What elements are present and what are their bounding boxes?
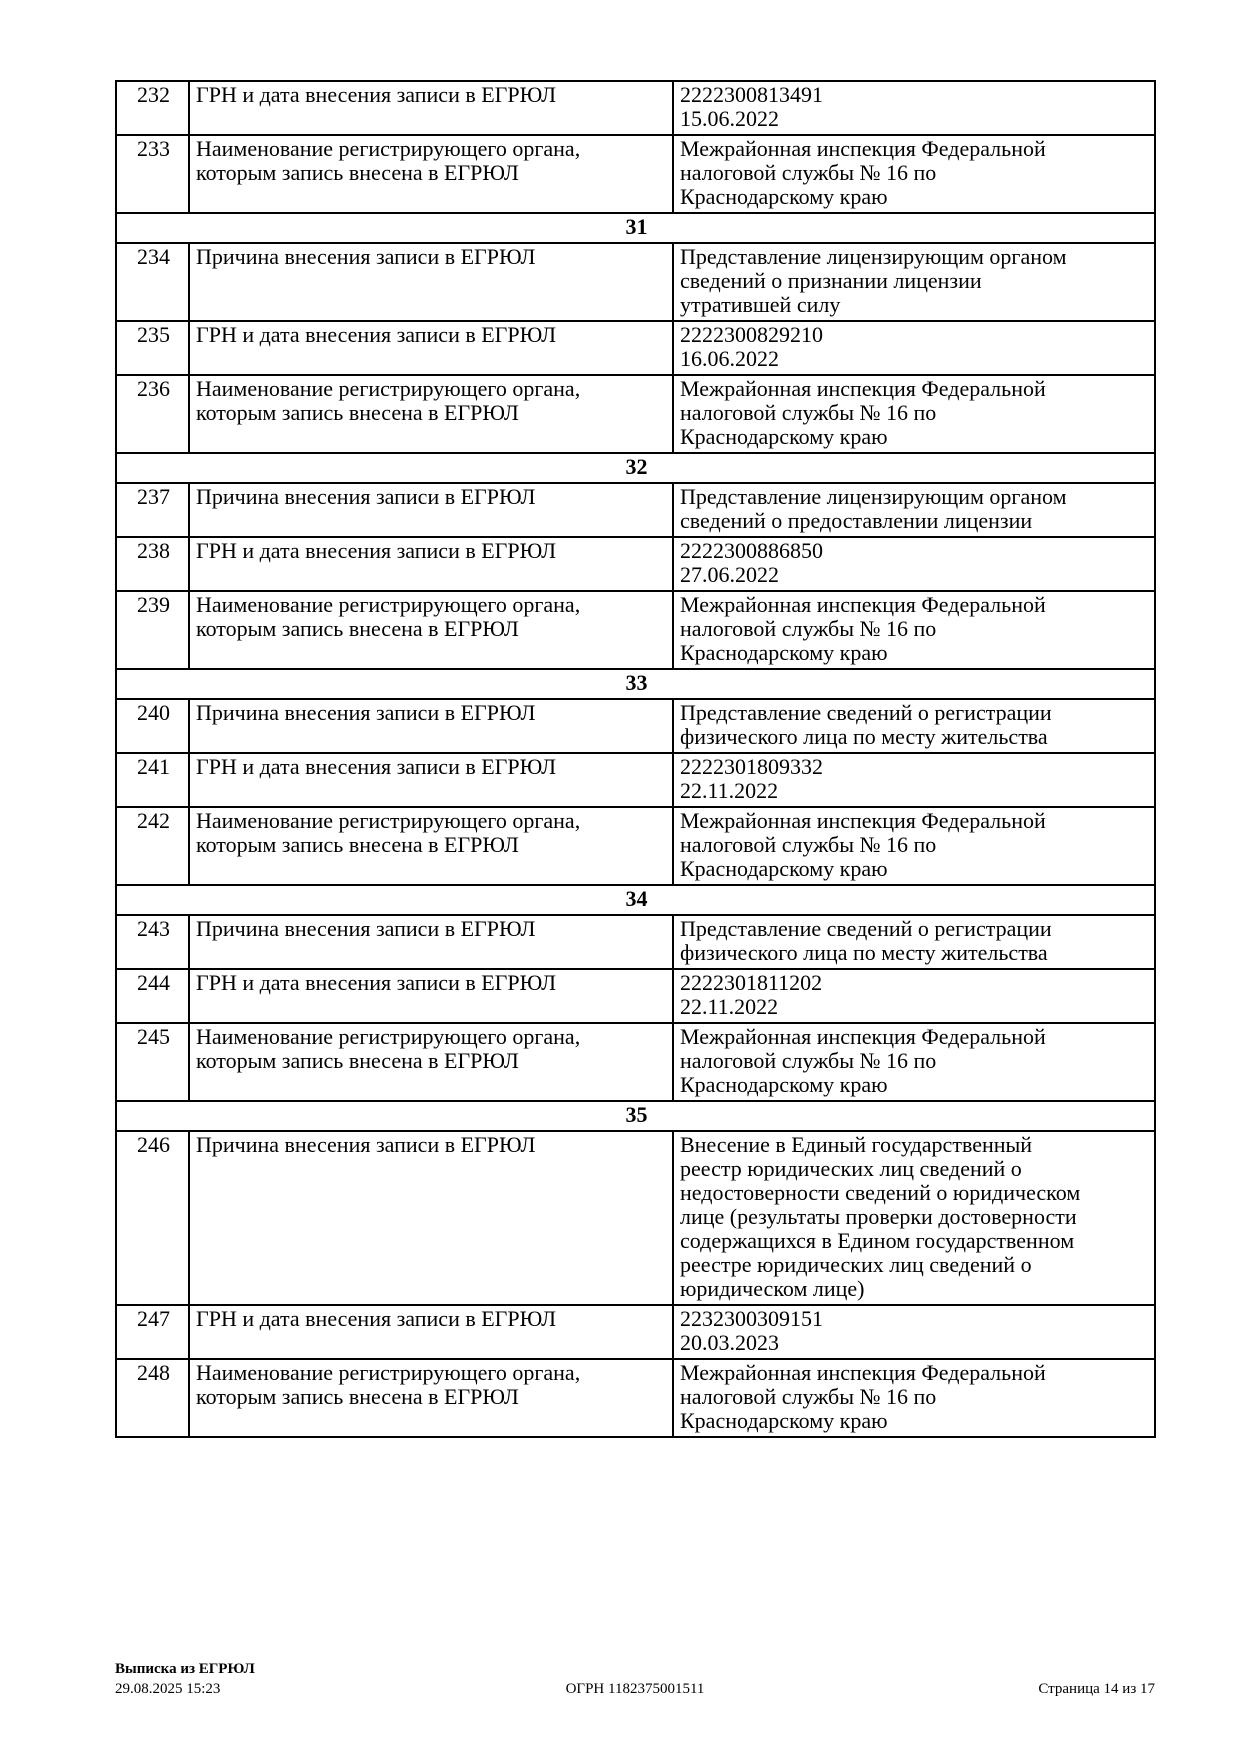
field-name-cell: [189, 1305, 673, 1359]
text-line: 27.06.2022: [680, 562, 779, 587]
text-line: 2222300829210: [680, 322, 823, 347]
text-line: Межрайонная инспекция Федеральной: [680, 1360, 1046, 1385]
text-line: Наименование регистрирующего органа,: [196, 376, 581, 401]
record-row: [116, 591, 1155, 669]
extract-datetime: 29.08.2025 15:23: [115, 1681, 221, 1697]
field-value-cell: [673, 375, 1155, 453]
section-number-row: [116, 669, 1155, 699]
field-name-cell: [189, 807, 673, 885]
text-line: Краснодарскому краю: [680, 1408, 888, 1433]
field-value-cell: [673, 969, 1155, 1023]
record-row: [116, 753, 1155, 807]
field-name-cell: [189, 969, 673, 1023]
text-line: реестре юридических лиц сведений о: [680, 1252, 1032, 1277]
text-line: Краснодарскому краю: [680, 640, 888, 665]
field-value-cell: [673, 483, 1155, 537]
record-row: [116, 537, 1155, 591]
text-line: которым запись внесена в ЕГРЮЛ: [196, 400, 519, 425]
text-line: юридическом лице): [680, 1276, 865, 1301]
record-number-cell: 239: [116, 591, 189, 669]
record-row: [116, 1305, 1155, 1359]
record-number-cell: 233: [116, 135, 189, 213]
text-line: 22.11.2022: [680, 994, 779, 1019]
record-number-cell: 241: [116, 753, 189, 807]
section-number-row: [116, 213, 1155, 243]
text-line: Наименование регистрирующего органа,: [196, 592, 581, 617]
field-value-cell: [673, 537, 1155, 591]
field-name-cell: [189, 915, 673, 969]
text-line: Представление лицензирующим органом: [680, 244, 1067, 269]
text-line: ГРН и дата внесения записи в ЕГРЮЛ: [196, 970, 557, 995]
text-line: ГРН и дата внесения записи в ЕГРЮЛ: [196, 538, 557, 563]
text-line: недостоверности сведений о юридическом: [680, 1180, 1081, 1205]
text-line: Причина внесения записи в ЕГРЮЛ: [196, 1132, 536, 1157]
field-name-cell: [189, 243, 673, 321]
text-line: которым запись внесена в ЕГРЮЛ: [196, 616, 519, 641]
text-line: утратившей силу: [680, 292, 841, 317]
field-value-cell: [673, 807, 1155, 885]
text-line: 2232300309151: [680, 1306, 823, 1331]
text-line: физического лица по месту жительства: [680, 724, 1048, 749]
record-row: [116, 81, 1155, 135]
record-row: [116, 807, 1155, 885]
field-name-cell: [189, 1023, 673, 1101]
record-number-cell: 232: [116, 81, 189, 135]
page-footer: [115, 1659, 1155, 1699]
text-line: Внесение в Единый государственный: [680, 1132, 1033, 1157]
text-line: Краснодарскому краю: [680, 424, 888, 449]
field-value-cell: [673, 753, 1155, 807]
text-line: Причина внесения записи в ЕГРЮЛ: [196, 916, 536, 941]
egrul-records-table-body: [116, 81, 1155, 1437]
record-row: [116, 135, 1155, 213]
text-line: которым запись внесена в ЕГРЮЛ: [196, 1384, 519, 1409]
text-line: сведений о признании лицензии: [680, 268, 982, 293]
field-value-cell: [673, 81, 1155, 135]
text-line: содержащихся в Едином государственном: [680, 1228, 1075, 1253]
text-line: реестр юридических лиц сведений о: [680, 1156, 1022, 1181]
record-number-cell: 242: [116, 807, 189, 885]
doc-type-label: Выписка из ЕГРЮЛ: [115, 1661, 255, 1677]
text-line: Причина внесения записи в ЕГРЮЛ: [196, 244, 536, 269]
text-line: Краснодарскому краю: [680, 184, 888, 209]
text-line: Межрайонная инспекция Федеральной: [680, 1024, 1046, 1049]
record-number-cell: 238: [116, 537, 189, 591]
record-number-cell: 244: [116, 969, 189, 1023]
text-line: Представление сведений о регистрации: [680, 916, 1052, 941]
record-number-cell: 237: [116, 483, 189, 537]
section-number-row: [116, 1101, 1155, 1131]
text-line: налоговой службы № 16 по: [680, 832, 937, 857]
field-value-cell: [673, 243, 1155, 321]
field-name-cell: [189, 135, 673, 213]
section-number: 31: [116, 213, 1155, 243]
text-line: ГРН и дата внесения записи в ЕГРЮЛ: [196, 322, 557, 347]
text-line: Межрайонная инспекция Федеральной: [680, 376, 1046, 401]
record-row: [116, 1023, 1155, 1101]
text-line: ГРН и дата внесения записи в ЕГРЮЛ: [196, 754, 557, 779]
field-name-cell: [189, 1359, 673, 1437]
field-name-cell: [189, 483, 673, 537]
field-value-cell: [673, 591, 1155, 669]
text-line: 2222300813491: [680, 82, 823, 107]
text-line: Наименование регистрирующего органа,: [196, 136, 581, 161]
text-line: налоговой службы № 16 по: [680, 1048, 937, 1073]
text-line: Наименование регистрирующего органа,: [196, 808, 581, 833]
text-line: Представление лицензирующим органом: [680, 484, 1067, 509]
text-line: налоговой службы № 16 по: [680, 616, 937, 641]
field-value-cell: [673, 1305, 1155, 1359]
field-name-cell: [189, 81, 673, 135]
text-line: физического лица по месту жительства: [680, 940, 1048, 965]
record-row: [116, 699, 1155, 753]
text-line: 2222301809332: [680, 754, 823, 779]
record-row: [116, 915, 1155, 969]
text-line: Представление сведений о регистрации: [680, 700, 1052, 725]
field-name-cell: [189, 699, 673, 753]
page-indicator: Страница 14 из 17: [1038, 1681, 1155, 1697]
text-line: Наименование регистрирующего органа,: [196, 1360, 581, 1385]
text-line: Межрайонная инспекция Федеральной: [680, 136, 1046, 161]
section-number: 33: [116, 669, 1155, 699]
text-line: 16.06.2022: [680, 346, 779, 371]
record-row: [116, 375, 1155, 453]
text-line: ГРН и дата внесения записи в ЕГРЮЛ: [196, 82, 557, 107]
text-line: Причина внесения записи в ЕГРЮЛ: [196, 484, 536, 509]
text-line: Межрайонная инспекция Федеральной: [680, 592, 1046, 617]
section-number-row: [116, 453, 1155, 483]
text-line: Наименование регистрирующего органа,: [196, 1024, 581, 1049]
record-row: [116, 1131, 1155, 1305]
text-line: которым запись внесена в ЕГРЮЛ: [196, 160, 519, 185]
text-line: Краснодарскому краю: [680, 1072, 888, 1097]
text-line: 2222300886850: [680, 538, 823, 563]
field-value-cell: [673, 699, 1155, 753]
record-row: [116, 969, 1155, 1023]
field-name-cell: [189, 753, 673, 807]
field-value-cell: [673, 321, 1155, 375]
text-line: налоговой службы № 16 по: [680, 1384, 937, 1409]
field-value-cell: [673, 135, 1155, 213]
record-number-cell: 240: [116, 699, 189, 753]
text-line: 20.03.2023: [680, 1330, 779, 1355]
field-name-cell: [189, 591, 673, 669]
record-row: [116, 321, 1155, 375]
text-line: которым запись внесена в ЕГРЮЛ: [196, 832, 519, 857]
text-line: 2222301811202: [680, 970, 823, 995]
record-row: [116, 243, 1155, 321]
record-row: [116, 483, 1155, 537]
ogrn-label: ОГРН 1182375001511: [565, 1681, 705, 1697]
text-line: лице (результаты проверки достоверности: [680, 1204, 1077, 1229]
field-value-cell: [673, 1359, 1155, 1437]
record-number-cell: 248: [116, 1359, 189, 1437]
record-row: [116, 1359, 1155, 1437]
text-line: которым запись внесена в ЕГРЮЛ: [196, 1048, 519, 1073]
text-line: налоговой службы № 16 по: [680, 400, 937, 425]
text-line: ГРН и дата внесения записи в ЕГРЮЛ: [196, 1306, 557, 1331]
text-line: Краснодарскому краю: [680, 856, 888, 881]
record-number-cell: 234: [116, 243, 189, 321]
field-name-cell: [189, 321, 673, 375]
egrul-records-table: [115, 80, 1156, 1438]
footer-left-block: [115, 1659, 445, 1699]
field-value-cell: [673, 1131, 1155, 1305]
field-name-cell: [189, 1131, 673, 1305]
text-line: сведений о предоставлении лицензии: [680, 508, 1033, 533]
field-name-cell: [189, 375, 673, 453]
record-number-cell: 245: [116, 1023, 189, 1101]
field-value-cell: [673, 1023, 1155, 1101]
section-number-row: [116, 885, 1155, 915]
record-number-cell: 235: [116, 321, 189, 375]
text-line: налоговой службы № 16 по: [680, 160, 937, 185]
text-line: 15.06.2022: [680, 106, 779, 131]
text-line: 22.11.2022: [680, 778, 779, 803]
section-number: 34: [116, 885, 1155, 915]
text-line: Межрайонная инспекция Федеральной: [680, 808, 1046, 833]
record-number-cell: 247: [116, 1305, 189, 1359]
text-line: Причина внесения записи в ЕГРЮЛ: [196, 700, 536, 725]
field-value-cell: [673, 915, 1155, 969]
record-number-cell: 236: [116, 375, 189, 453]
section-number: 35: [116, 1101, 1155, 1131]
record-number-cell: 246: [116, 1131, 189, 1305]
section-number: 32: [116, 453, 1155, 483]
field-name-cell: [189, 537, 673, 591]
record-number-cell: 243: [116, 915, 189, 969]
